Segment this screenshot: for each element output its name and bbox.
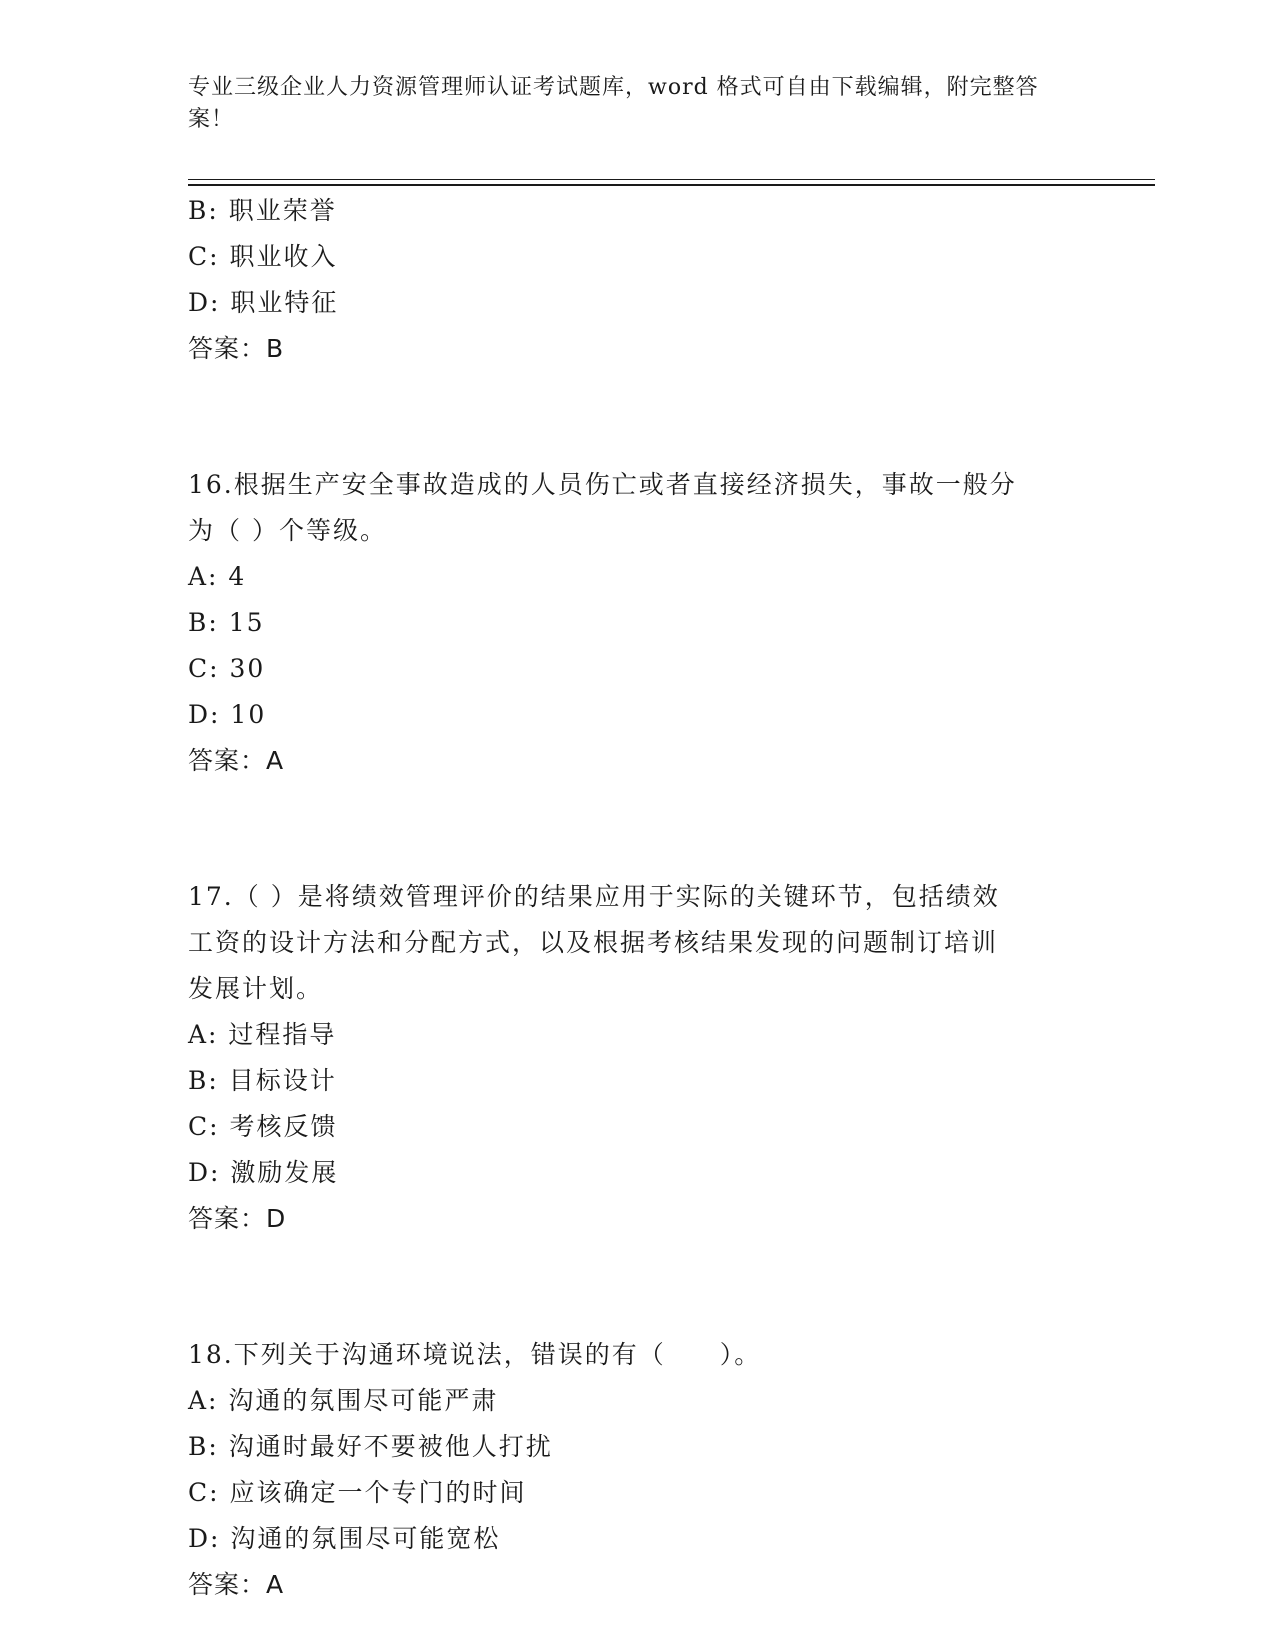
question-stem: 17.（ ）是将绩效管理评价的结果应用于实际的关键环节，包括绩效 [188,882,1000,911]
question-stem: 工资的设计方法和分配方式，以及根据考核结果发现的问题制订培训 [188,928,999,957]
question-stem: 发展计划。 [188,974,324,1003]
header-divider-thick [188,184,1155,186]
option-d: D: 沟通的氛围尽可能宽松 [188,1524,501,1553]
header-text: 专业三级企业人力资源管理师认证考试题库，word 格式可自由下载编辑，附完整答案！ [188,75,1039,132]
option-c: C: 考核反馈 [188,1112,338,1141]
option-b: B: 目标设计 [188,1066,337,1095]
question-18 [188,1332,1088,1608]
question-stem: 18.下列关于沟通环境说法，错误的有（ ）。 [188,1340,762,1369]
option-d: D: 激励发展 [188,1158,339,1187]
option-a: A: 4 [188,562,247,591]
option-c: C: 职业收入 [188,242,338,271]
option-b: B: 15 [188,608,265,637]
option-a: A: 过程指导 [188,1020,337,1049]
option-c: C: 应该确定一个专门的时间 [188,1478,527,1507]
question-list [188,188,1088,1608]
option-c: C: 30 [188,654,266,683]
option-b: B: 沟通时最好不要被他人打扰 [188,1432,553,1461]
option-a: A: 沟通的氛围尽可能严肃 [188,1386,499,1415]
prev-question-block [188,188,1088,372]
question-stem: 16.根据生产安全事故造成的人员伤亡或者直接经济损失，事故一般分 [188,470,1017,499]
option-d: D: 职业特征 [188,288,339,317]
answer-line: 答案：D [188,1204,287,1233]
option-b: B: 职业荣誉 [188,196,337,225]
option-d: D: 10 [188,700,267,729]
page-header [188,72,1068,136]
answer-line: 答案：A [188,746,285,775]
question-stem: 为（ ）个等级。 [188,516,387,545]
header-divider [188,179,1155,180]
answer-line: 答案：A [188,1570,285,1599]
question-16 [188,462,1088,784]
answer-line: 答案：B [188,334,285,363]
question-17 [188,874,1088,1242]
